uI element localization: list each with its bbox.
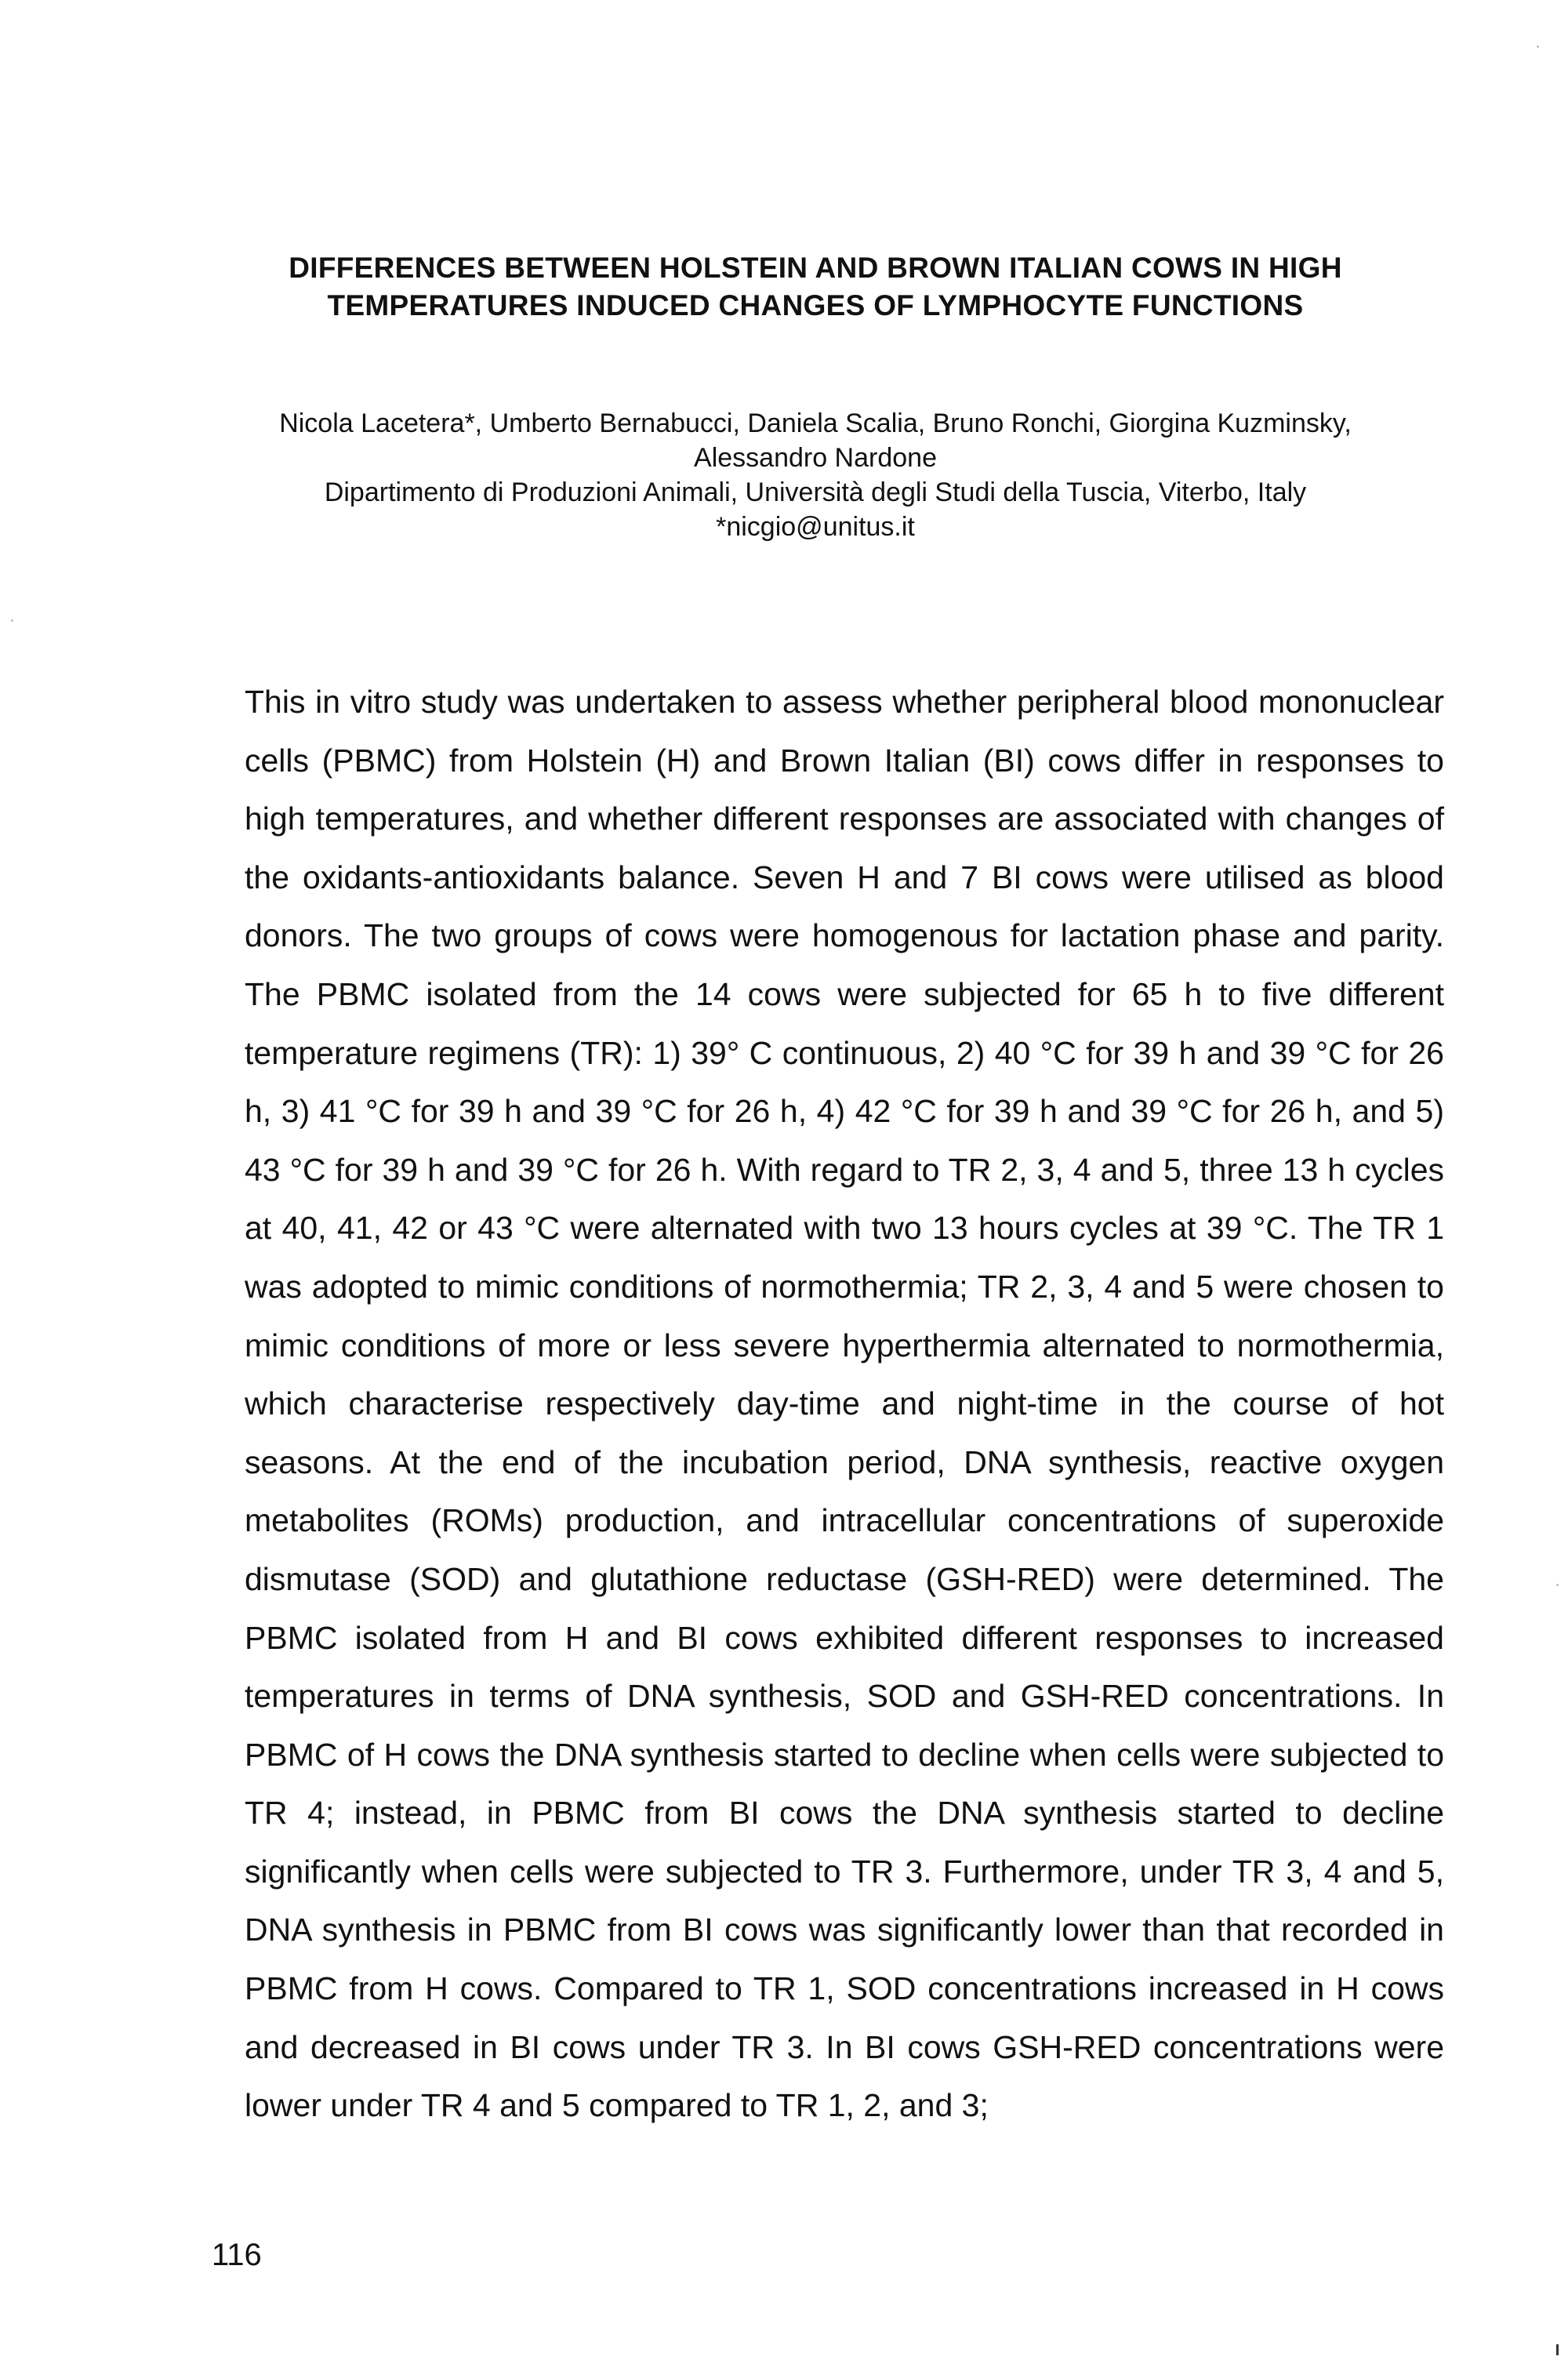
- paper-title: [204, 249, 1427, 325]
- scan-speck: [1556, 1584, 1559, 1586]
- author-list-continued: Alessandro Nardone: [694, 443, 937, 473]
- abstract-body: This in vitro study was undertaken to assess whether peripheral blood mononuclear cells (PBMC) from Holstein (H) and Brown Italian (BI) cows differ in responses to high temperatures, and whether different responses are associated with changes of the oxidants-antioxidants balance. Seven H and 7 BI cows were utilised as blood donors. The two groups of cows were homogenous for lactation phase and parity. The PBMC isolated from the 14 cows were subjected for 65 h to five different temperature regimens (TR): 1) 39° C continuous, 2) 40 °C for 39 h and 39 °C for 26 h, 3) 41 °C for 39 h and 39 °C for 26 h, 4) 42 °C for 39 h and 39 °C for 26 h, and 5) 43 °C for 39 h and 39 °C for 26 h. With regard to TR 2, 3, 4 and 5, three 13 h cycles at 40, 41, 42 or 43 °C were alternated with two 13 hours cycles at 39 °C. The TR 1 was adopted to mimic conditions of normothermia; TR 2, 3, 4 and 5 were chosen to mimic conditions of more or less severe hyperthermia alternated to normothermia, which characterise respectively day-time and night-time in the course of hot seasons. At the end of the incubation period, DNA synthesis, reactive oxygen metabolites (ROMs) production, and intracellular concentrations of superoxide dismutase (SOD) and glutathione reductase (GSH-RED) were determined. The PBMC isolated from H and BI cows exhibited different responses to increased temperatures in terms of DNA synthesis, SOD and GSH-RED concentrations. In PBMC of H cows the DNA synthesis started to decline when cells were subjected to TR 4; instead, in PBMC from BI cows the DNA synthesis started to decline significantly when cells were subjected to TR 3. Furthermore, under TR 3, 4 and 5, DNA synthesis in PBMC from BI cows was significantly lower than that recorded in PBMC from H cows. Compared to TR 1, SOD concentrations increased in H cows and decreased in BI cows under TR 3. In BI cows GSH-RED concentrations were lower under TR 4 and 5 compared to TR 1, 2, and 3;: [245, 684, 1444, 2124]
- scan-edge-mark: [1556, 2344, 1559, 2355]
- author-list: Nicola Lacetera*, Umberto Bernabucci, Daniela Scalia, Bruno Ronchi, Giorgina Kuzminsky,: [279, 408, 1352, 438]
- affiliation: Dipartimento di Produzioni Animali, Università degli Studi della Tuscia, Viterbo, Italy: [324, 477, 1307, 507]
- scan-speck: [1537, 45, 1539, 48]
- title-line-2: TEMPERATURES INDUCED CHANGES OF LYMPHOCYTE FUNCTIONS: [327, 289, 1304, 321]
- author-block: [172, 406, 1458, 544]
- title-line-1: DIFFERENCES BETWEEN HOLSTEIN AND BROWN ITALIAN COWS IN HIGH: [289, 252, 1342, 284]
- corresponding-email: *nicgio@unitus.it: [716, 512, 915, 542]
- scan-speck: [11, 619, 13, 622]
- page-number: 116: [212, 2238, 262, 2272]
